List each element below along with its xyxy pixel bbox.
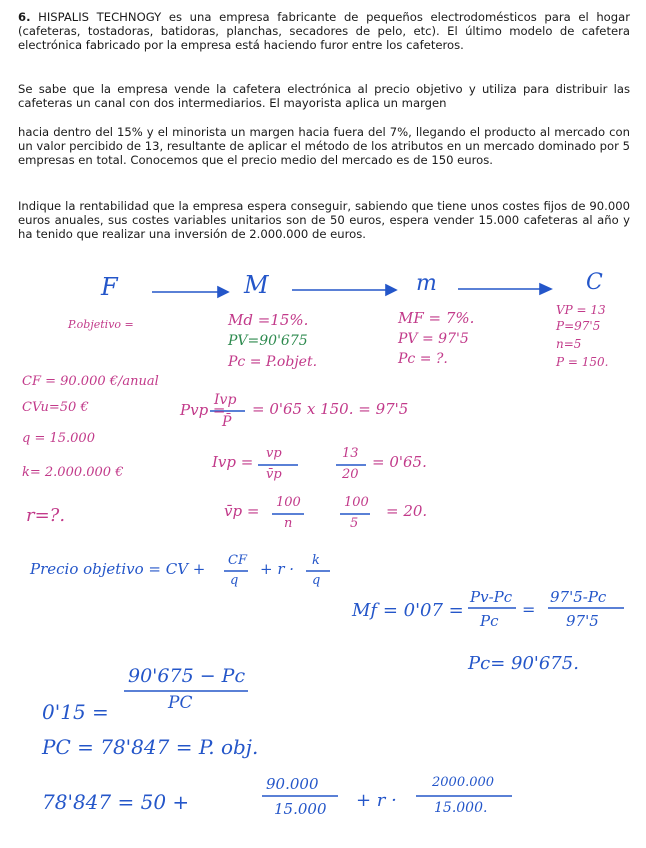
ivp-label: Ivp =	[212, 453, 254, 471]
final-lhs: 78'847 = 50 +	[42, 790, 190, 814]
pvp-label: Pvp =	[180, 401, 226, 419]
formula-q1: q	[230, 573, 239, 588]
ivp-result: = 0'65.	[372, 453, 427, 471]
node-retailer: m	[416, 271, 437, 296]
mf-lhs: Mf = 0'07 =	[352, 600, 464, 621]
intro-text: HISPALIS TECHNOGY es una empresa fabricante de pequeños electrodomésticos para el hogar (cafeteras, tostadoras, batidoras, planchas, secadores de pelo, etc). El último modelo de cafetera electrónica fabricado por la empresa está haciendo furor entre los cafeteros.	[18, 10, 631, 53]
vbar-den-n: n	[284, 516, 293, 531]
mf-eq: =	[522, 600, 536, 619]
paragraph-channel-b: hacia dentro del 15% y el minorista un margen hacia fuera del 7%, llegando el producto al mercado con un valor percibido de 13, resultante de aplicar el método de los atributos en un mercado dominado por 5 empresas en total. Conocemos que el precio medio del mercado es de 150 euros.	[18, 125, 630, 168]
pc-result-2: PC = 78'847 = P. obj.	[42, 735, 259, 759]
p-objetivo-label: P.objetivo =	[68, 318, 134, 331]
paragraph-channel-a: Se sabe que la empresa vende la cafetera electrónica al precio objetivo y utiliza para distribuir las cafeteras un canal con dos intermediarios. El mayorista aplica un margen	[18, 82, 630, 111]
vbar-result: = 20.	[386, 502, 428, 520]
paragraph-question: Indique la rentabilidad que la empresa espera conseguir, sabiendo que tiene unos costes fijos de 90.000 euros anuales, sus costes variables unitarios son de 50 euros, espera vender 15.000 cafeteras al año y ha tenido que realizar una inversión de 2.000.000 de euros.	[18, 199, 630, 242]
equation-numerator: 90'675 − Pc	[128, 665, 246, 687]
final-num-cf: 90.000	[266, 775, 319, 793]
formula-cf: CF	[228, 553, 247, 568]
pv-wholesaler: PV=90'675	[228, 333, 308, 349]
given-q: q = 15.000	[22, 431, 95, 446]
vbar-num-2: 100	[344, 495, 369, 510]
pvp-numerator: Ivp	[214, 392, 237, 408]
margin-wholesaler: Md =15%.	[228, 311, 309, 329]
given-cf: CF = 90.000 €/anual	[22, 374, 159, 389]
mf-num-2: 97'5-Pc	[550, 588, 607, 606]
margin-retailer: MF = 7%.	[398, 309, 475, 327]
node-wholesaler: M	[244, 271, 269, 299]
pvp-result: = 0'65 x 150. = 97'5	[252, 400, 409, 418]
formula-q2: q	[312, 573, 321, 588]
final-den-q1: 15.000	[274, 800, 327, 818]
vbar-den-5: 5	[350, 516, 359, 531]
problem-number: 6.	[18, 10, 31, 24]
pc-wholesaler: Pc = P.objet.	[228, 354, 318, 370]
vbar-label: v̄p =	[224, 502, 260, 520]
mf-num-1: Pv-Pc	[470, 588, 513, 606]
formula-k: k	[312, 553, 320, 568]
equation-denominator: PC	[168, 693, 193, 713]
pvp-denominator: P̄	[222, 414, 232, 430]
mf-den-1: Pc	[480, 612, 499, 630]
formula-lhs: Precio objetivo = CV +	[30, 560, 206, 578]
given-r: r=?.	[26, 505, 66, 526]
n-value: n=5	[556, 337, 582, 351]
vbar-num-1: 100	[276, 495, 301, 510]
vp-value: VP = 13	[556, 303, 606, 317]
node-factory: F	[101, 273, 118, 301]
formula-mid: + r ·	[260, 560, 295, 578]
mf-den-2: 97'5	[566, 612, 599, 630]
final-den-q2: 15.000.	[434, 800, 488, 816]
ivp-num-13: 13	[342, 446, 359, 461]
pv-retailer: PV = 97'5	[398, 331, 469, 347]
avg-price-value: P = 150.	[556, 355, 609, 369]
pc-result-1: Pc= 90'675.	[468, 653, 579, 674]
given-cvu: CVu=50 €	[22, 400, 89, 415]
pc-retailer: Pc = ?.	[398, 351, 448, 367]
given-k: k= 2.000.000 €	[22, 465, 124, 480]
price-value: P=97'5	[556, 319, 601, 333]
ivp-num-vp: vp	[266, 446, 282, 461]
node-consumer: C	[586, 270, 603, 295]
final-num-k: 2000.000	[432, 775, 495, 790]
final-mid: + r ·	[356, 790, 397, 811]
equation-lhs: 0'15 =	[42, 700, 109, 724]
ivp-den-20: 20	[342, 467, 359, 482]
ivp-den-vp: v̄p	[266, 467, 282, 482]
